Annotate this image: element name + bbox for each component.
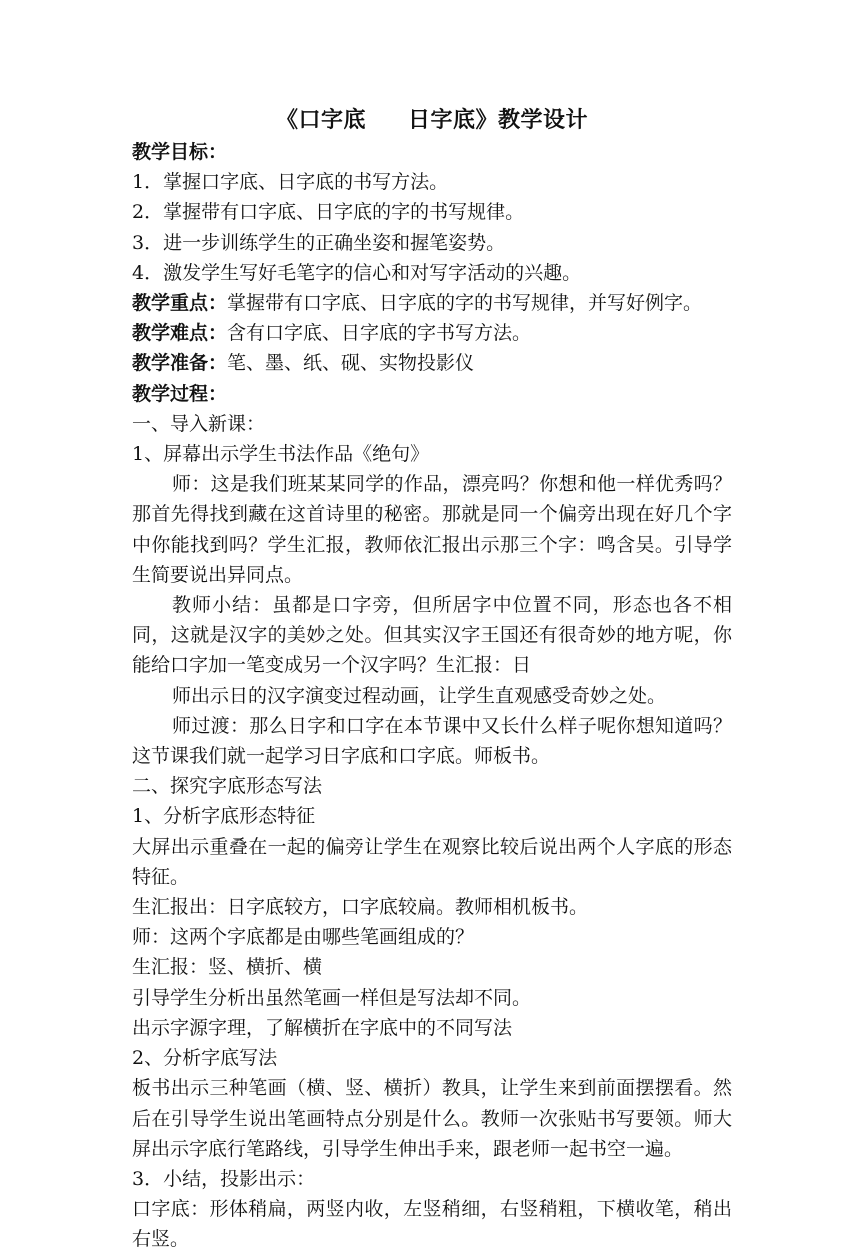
process-heading: 教学过程： [132, 382, 228, 405]
key-point-text: 掌握带有口字底、日字底的字的书写规律，并写好例字。 [227, 292, 703, 315]
section-heading: 一、导入新课： [132, 412, 266, 435]
subsection-heading: 1、分析字底形态特征 [132, 805, 316, 828]
section-heading: 二、探究字底形态写法 [132, 775, 323, 798]
paragraph: 引导学生分析出虽然笔画一样但是写法却不同。 [132, 986, 532, 1009]
paragraph: 板书出示三种笔画（横、竖、横折）教具，让学生来到前面摆摆看。然后在引导学生说出笔画特点分别是什么。教师一次张贴书写要领。师大屏出示字底行笔路线，引导学生伸出手来，跟老师一起书空一遍。 [132, 1077, 732, 1160]
key-point-line [132, 288, 732, 318]
goal-item: 4．激发学生写好毛笔字的信心和对写字活动的兴趣。 [132, 261, 582, 284]
paragraph: 教师小结：虽都是口字旁，但所居字中位置不同，形态也各不相同，这就是汉字的美妙之处。但其实汉字王国还有很奇妙的地方呢，你能给口字加一笔变成另一个汉字吗？生汇报：日 [132, 594, 732, 677]
subsection-heading: 2、分析字底写法 [132, 1047, 278, 1070]
paragraph: 出示字源字理，了解横折在字底中的不同写法 [132, 1016, 513, 1039]
difficulty-line [132, 318, 732, 348]
title-left: 《口字底 [275, 107, 366, 133]
difficulty-text: 含有口字底、日字底的字书写方法。 [227, 322, 532, 345]
subsection-heading: 3．小结，投影出示： [132, 1167, 316, 1190]
goal-item: 1．掌握口字底、日字底的书写方法。 [132, 171, 449, 194]
paragraph: 师：这是我们班某某同学的作品，漂亮吗？你想和他一样优秀吗？那首先得找到藏在这首诗里的秘密。那就是同一个偏旁出现在好几个字中你能找到吗？学生汇报，教师依汇报出示那三个字：鸣含吴。引导学生简要说出异同点。 [132, 473, 732, 586]
paragraph: 生汇报：竖、横折、横 [132, 956, 323, 979]
goals-heading: 教学目标： [132, 141, 228, 163]
goal-item: 2．掌握带有口字底、日字底的字的书写规律。 [132, 201, 525, 224]
paragraph: 大屏出示重叠在一起的偏旁让学生在观察比较后说出两个人字底的形态特征。 [132, 835, 732, 888]
paragraph: 口字底：形体稍扁，两竖内收，左竖稍细，右竖稍粗，下横收笔，稍出右竖。 [132, 1198, 732, 1251]
key-point-label: 教学重点： [132, 292, 228, 315]
title-right: 日字底》教学设计 [408, 107, 589, 133]
difficulty-label: 教学难点： [132, 322, 228, 345]
goal-item: 3．进一步训练学生的正确坐姿和握笔姿势。 [132, 231, 506, 254]
preparation-text: 笔、墨、纸、砚、实物投影仪 [227, 352, 475, 375]
preparation-label: 教学准备： [132, 352, 228, 375]
document-title [132, 103, 732, 137]
document-content [132, 103, 732, 1255]
paragraph: 师过渡：那么日字和口字在本节课中又长什么样子呢你想知道吗？这节课我们就一起学习日字底和口字底。师板书。 [132, 714, 732, 768]
paragraph: 师出示日的汉字演变过程动画，让学生直观感受奇妙之处。 [172, 684, 667, 707]
subsection-heading: 1、屏幕出示学生书法作品《绝句》 [132, 443, 430, 466]
paragraph: 师：这两个字底都是由哪些笔画组成的？ [132, 926, 475, 949]
paragraph: 生汇报出：日字底较方，口字底较扁。教师相机板书。 [132, 896, 589, 919]
preparation-line [132, 348, 732, 378]
